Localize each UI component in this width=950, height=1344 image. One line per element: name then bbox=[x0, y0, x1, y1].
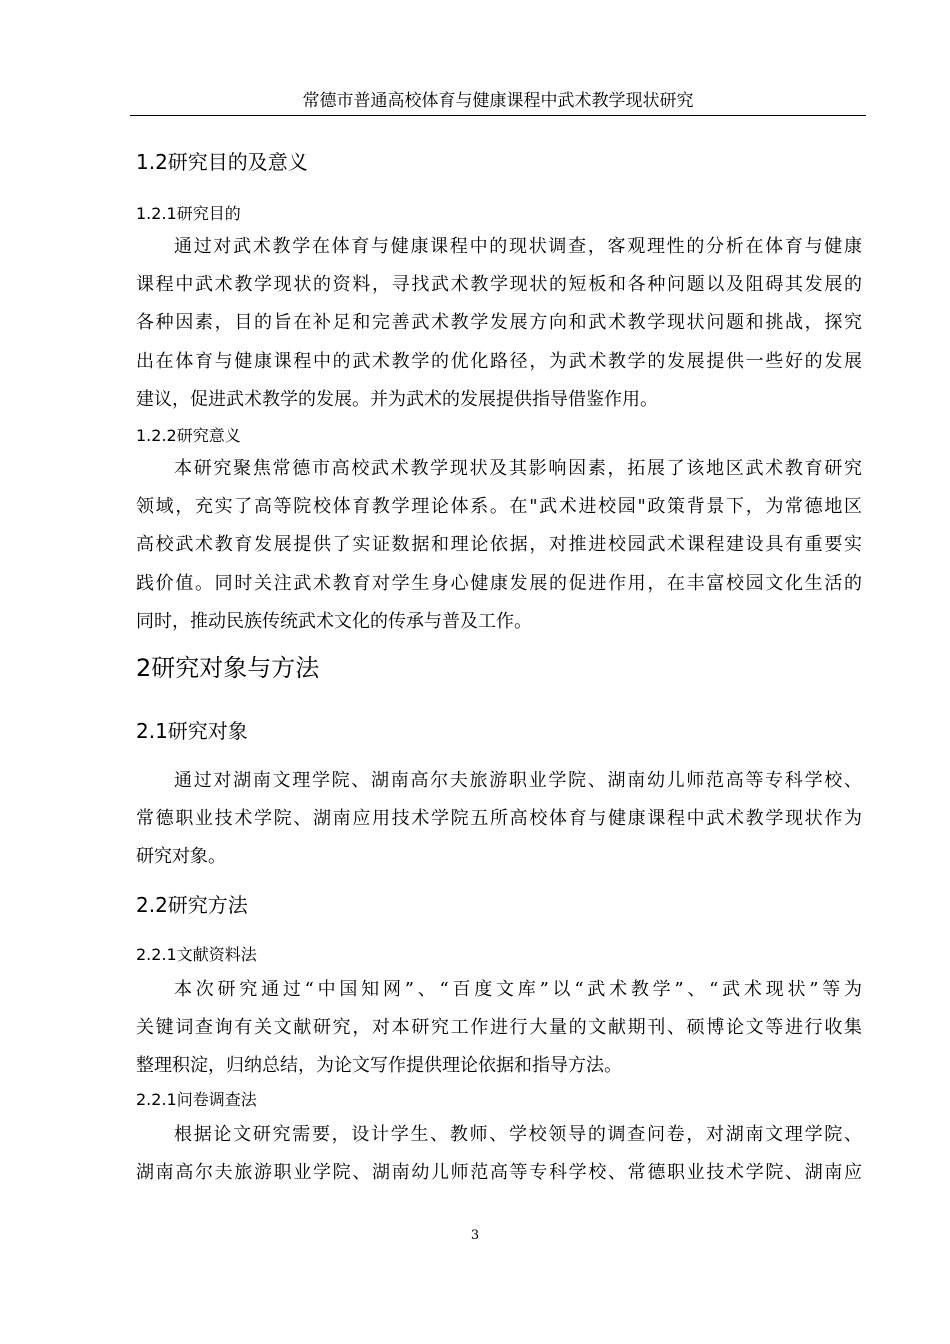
section-heading-2-2: 2.2研究方法 bbox=[136, 893, 248, 917]
paragraph-literature-method bbox=[136, 971, 862, 1086]
text-line: 研究对象。 bbox=[136, 846, 226, 868]
text-line: 各种因素，目的旨在补足和完善武术教学发展方向和武术教学现状问题和挑战，探究 bbox=[136, 312, 862, 334]
running-header-title: 常德市普通高校体育与健康课程中武术教学现状研究 bbox=[302, 91, 694, 111]
text-line: 践价值。同时关注武术教育对学生身心健康发展的促进作用，在丰富校园文化生活的 bbox=[136, 572, 862, 594]
text-line: 本次研究通过“中国知网”、“百度文库”以“武术教学”、“武术现状”等为 bbox=[174, 979, 862, 1000]
subsection-heading-2-2-1-questionnaire: 2.2.1问卷调查法 bbox=[136, 1090, 257, 1109]
text-line: 整理积淀，归纳总结，为论文写作提供理论依据和指导方法。 bbox=[136, 1055, 622, 1077]
paragraph-research-objects bbox=[136, 762, 862, 877]
paragraph-questionnaire-method bbox=[136, 1116, 862, 1192]
page-number: 3 bbox=[470, 1228, 480, 1243]
text-line: 根据论文研究需要，设计学生、教师、学校领导的调查问卷，对湖南文理学院、 bbox=[174, 1124, 862, 1145]
text-line: 关键词查询有关文献研究，对本研究工作进行大量的文献期刊、硕博论文等进行收集 bbox=[136, 1017, 862, 1039]
section-heading-1-2: 1.2研究目的及意义 bbox=[136, 150, 308, 174]
paragraph-research-purpose bbox=[136, 228, 862, 419]
text-line: 通过对湖南文理学院、湖南高尔夫旅游职业学院、湖南幼儿师范高等专科学校、 bbox=[174, 770, 862, 791]
text-line: 通过对武术教学在体育与健康课程中的现状调查，客观理性的分析在体育与健康 bbox=[174, 236, 862, 257]
text-line: 本研究聚焦常德市高校武术教学现状及其影响因素，拓展了该地区武术教育研究 bbox=[174, 458, 862, 479]
text-line: 湖南高尔夫旅游职业学院、湖南幼儿师范高等专科学校、常德职业技术学院、湖南应 bbox=[136, 1162, 862, 1184]
text-line: 课程中武术教学现状的资料，寻找武术教学现状的短板和各种问题以及阻碍其发展的 bbox=[136, 274, 862, 296]
text-line: 高校武术教育发展提供了实证数据和理论依据，对推进校园武术课程建设具有重要实 bbox=[136, 534, 862, 556]
text-line: 领域，充实了高等院校体育教学理论体系。在"武术进校园"政策背景下，为常德地区 bbox=[136, 496, 862, 518]
subsection-heading-2-2-1-literature: 2.2.1文献资料法 bbox=[136, 945, 257, 964]
text-line: 建议，促进武术教学的发展。并为武术的发展提供指导借鉴作用。 bbox=[136, 388, 658, 410]
text-line: 同时，推动民族传统武术文化的传承与普及工作。 bbox=[136, 610, 532, 632]
paragraph-research-significance bbox=[136, 450, 862, 641]
section-heading-2-1: 2.1研究对象 bbox=[136, 719, 248, 743]
subsection-heading-1-2-1: 1.2.1研究目的 bbox=[136, 204, 241, 223]
text-line: 出在体育与健康课程中的武术教学的优化路径，为武术教学的发展提供一些好的发展 bbox=[136, 350, 862, 372]
text-line: 常德职业技术学院、湖南应用技术学院五所高校体育与健康课程中武术教学现状作为 bbox=[136, 808, 862, 830]
header-rule bbox=[130, 115, 866, 116]
chapter-heading-2: 2研究对象与方法 bbox=[136, 654, 320, 682]
subsection-heading-1-2-2: 1.2.2研究意义 bbox=[136, 426, 241, 445]
